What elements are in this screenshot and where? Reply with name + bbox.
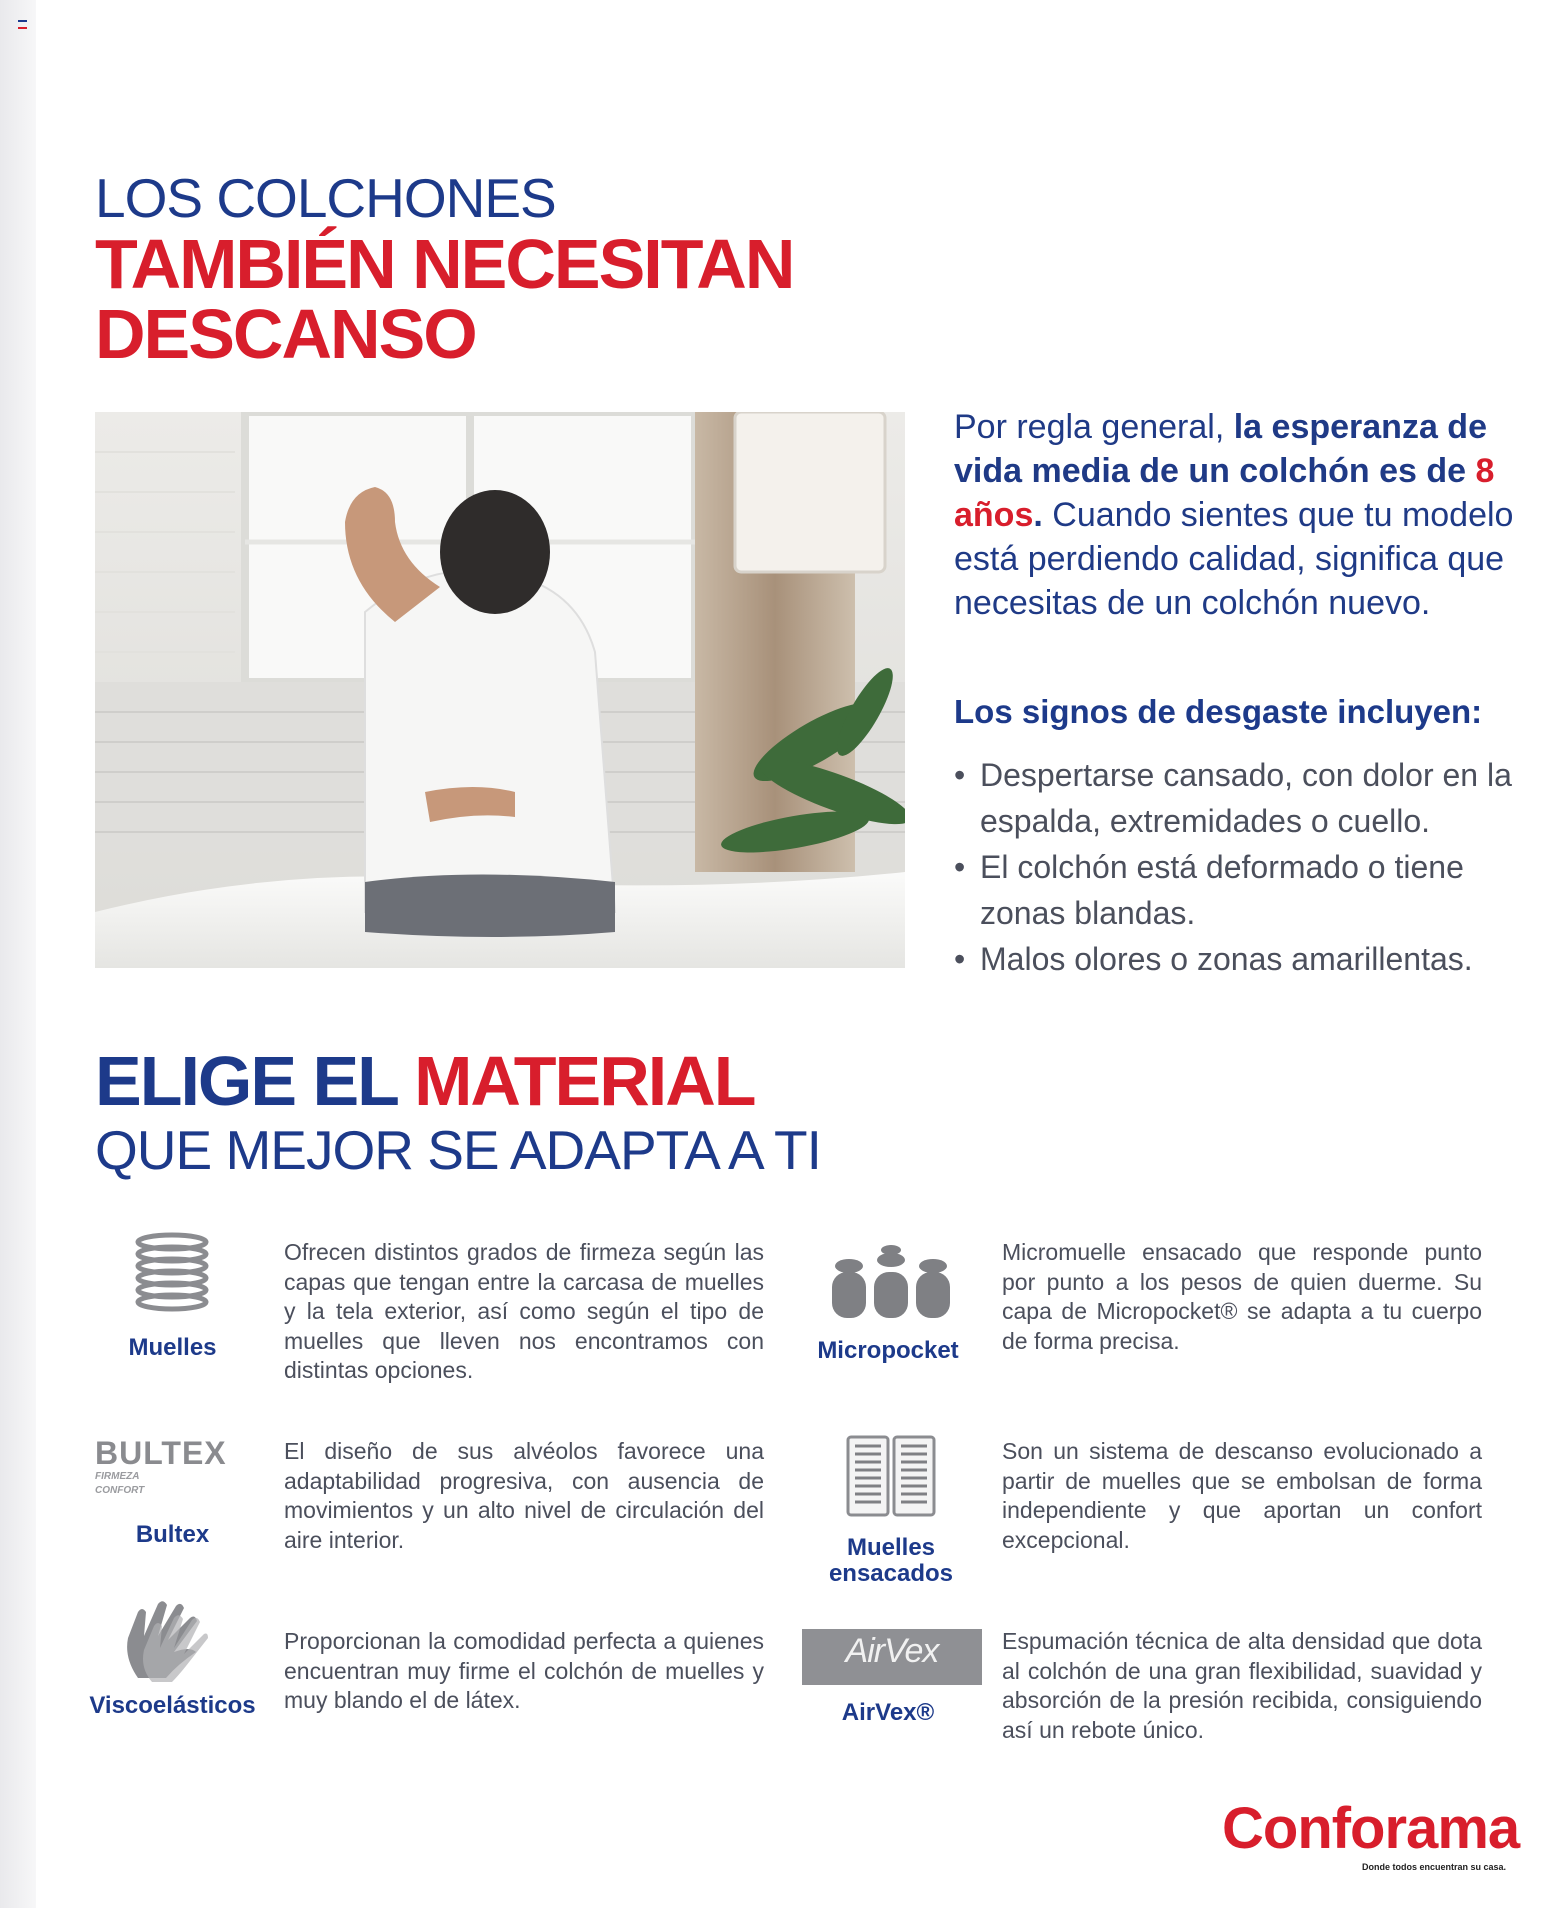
- material-desc-airvex: Espumación técnica de alta densidad que dota al colchón de una gran flexibilidad, suavidad y absorción de la presión recibida, consiguiendo así un rebote único.: [1002, 1628, 1482, 1743]
- signs-title: Los signos de desgaste incluyen:: [954, 693, 1483, 730]
- material-headline: [95, 1043, 755, 1119]
- intro-bold-2: .: [1033, 496, 1043, 534]
- headline-line-2: TAMBIÉN NECESITAN: [95, 225, 794, 303]
- material-headline-part1: ELIGE EL: [95, 1042, 415, 1120]
- bultex-logo-sub1: FIRMEZA: [95, 1471, 140, 1482]
- signs-list-item: • Malos olores o zonas amarillentas.: [954, 936, 1534, 982]
- material-headline-part2: MATERIAL: [414, 1042, 755, 1120]
- bultex-logo: [95, 1436, 245, 1498]
- signs-list: [954, 752, 1534, 982]
- corner-mark-icon: [18, 20, 27, 29]
- page-edge: [0, 0, 36, 1908]
- conforama-tagline: Donde todos encuentran su casa.: [1362, 1862, 1507, 1872]
- airvex-logo-text: AirVex: [845, 1632, 939, 1670]
- material-label-bultex: Bultex: [135, 1521, 210, 1548]
- bultex-logo-sub2: CONFORT: [95, 1485, 145, 1496]
- spring-coil-icon: [132, 1232, 212, 1319]
- pocket-springs-icon: [845, 1434, 937, 1523]
- material-desc-viscoelasticos: Proporcionan la comodidad perfecta a quienes encuentran muy firme el colchón de muelles y muy blando el de látex.: [284, 1628, 764, 1713]
- headline-line-1: LOS COLCHONES: [95, 167, 556, 229]
- headline-line-3: DESCANSO: [95, 295, 476, 373]
- material-label-muelles: Muelles: [128, 1334, 217, 1361]
- material-label-muelles-ensacados: [812, 1535, 970, 1587]
- intro-paragraph: [954, 405, 1524, 625]
- intro-highlight-years: 8 años: [954, 452, 1495, 534]
- signs-list-item: • El colchón está deformado o tiene zonas blandas.: [954, 844, 1534, 936]
- material-desc-muelles: Ofrecen distintos grados de firmeza según las capas que tengan entre la carcasa de muelles y la tela exterior, así como según el tipo de muelles que lleven nos encontramos con distintas opciones.: [284, 1239, 764, 1383]
- man-back-pain-photo: [95, 412, 905, 968]
- signs-list-item: • Despertarse cansado, con dolor en la espalda, extremidades o cuello.: [954, 752, 1534, 844]
- material-label-line: Muelles: [846, 1534, 936, 1561]
- material-desc-muelles-ensacados: Son un sistema de descanso evolucionado a partir de muelles que se embolsan de forma independiente y que aportan un confort excepcional.: [1002, 1438, 1482, 1553]
- material-desc-bultex: El diseño de sus alvéolos favorece una adaptabilidad progresiva, con ausencia de movimientos y un alto nivel de circulación del aire interior.: [284, 1438, 764, 1553]
- material-label-viscoelasticos: Viscoelásticos: [89, 1692, 256, 1719]
- material-label-micropocket: Micropocket: [817, 1337, 959, 1364]
- hand-print-icon: [118, 1598, 208, 1689]
- intro-text-1: Por regla general,: [954, 408, 1234, 446]
- material-label-line: ensacados: [828, 1560, 954, 1587]
- bultex-logo-text: BULTEX: [95, 1435, 227, 1471]
- material-label-airvex: AirVex®: [841, 1699, 935, 1726]
- intro-text-2: Cuando sientes que tu modelo está perdiendo calidad, significa que necesitas de un colchón nuevo.: [954, 496, 1514, 622]
- airvex-logo: [802, 1629, 982, 1685]
- material-desc-micropocket: Micromuelle ensacado que responde punto por punto a los pesos de quien duerme. Su capa de Micropocket® se adapta a tu cuerpo de forma precisa.: [1002, 1239, 1482, 1354]
- intro-bold-1: la esperanza de vida media de un colchón es de: [954, 408, 1487, 490]
- material-subheadline: QUE MEJOR SE ADAPTA A TI: [95, 1119, 821, 1181]
- conforama-logo: Conforama: [1222, 1796, 1520, 1861]
- micropocket-icon: [828, 1244, 954, 1325]
